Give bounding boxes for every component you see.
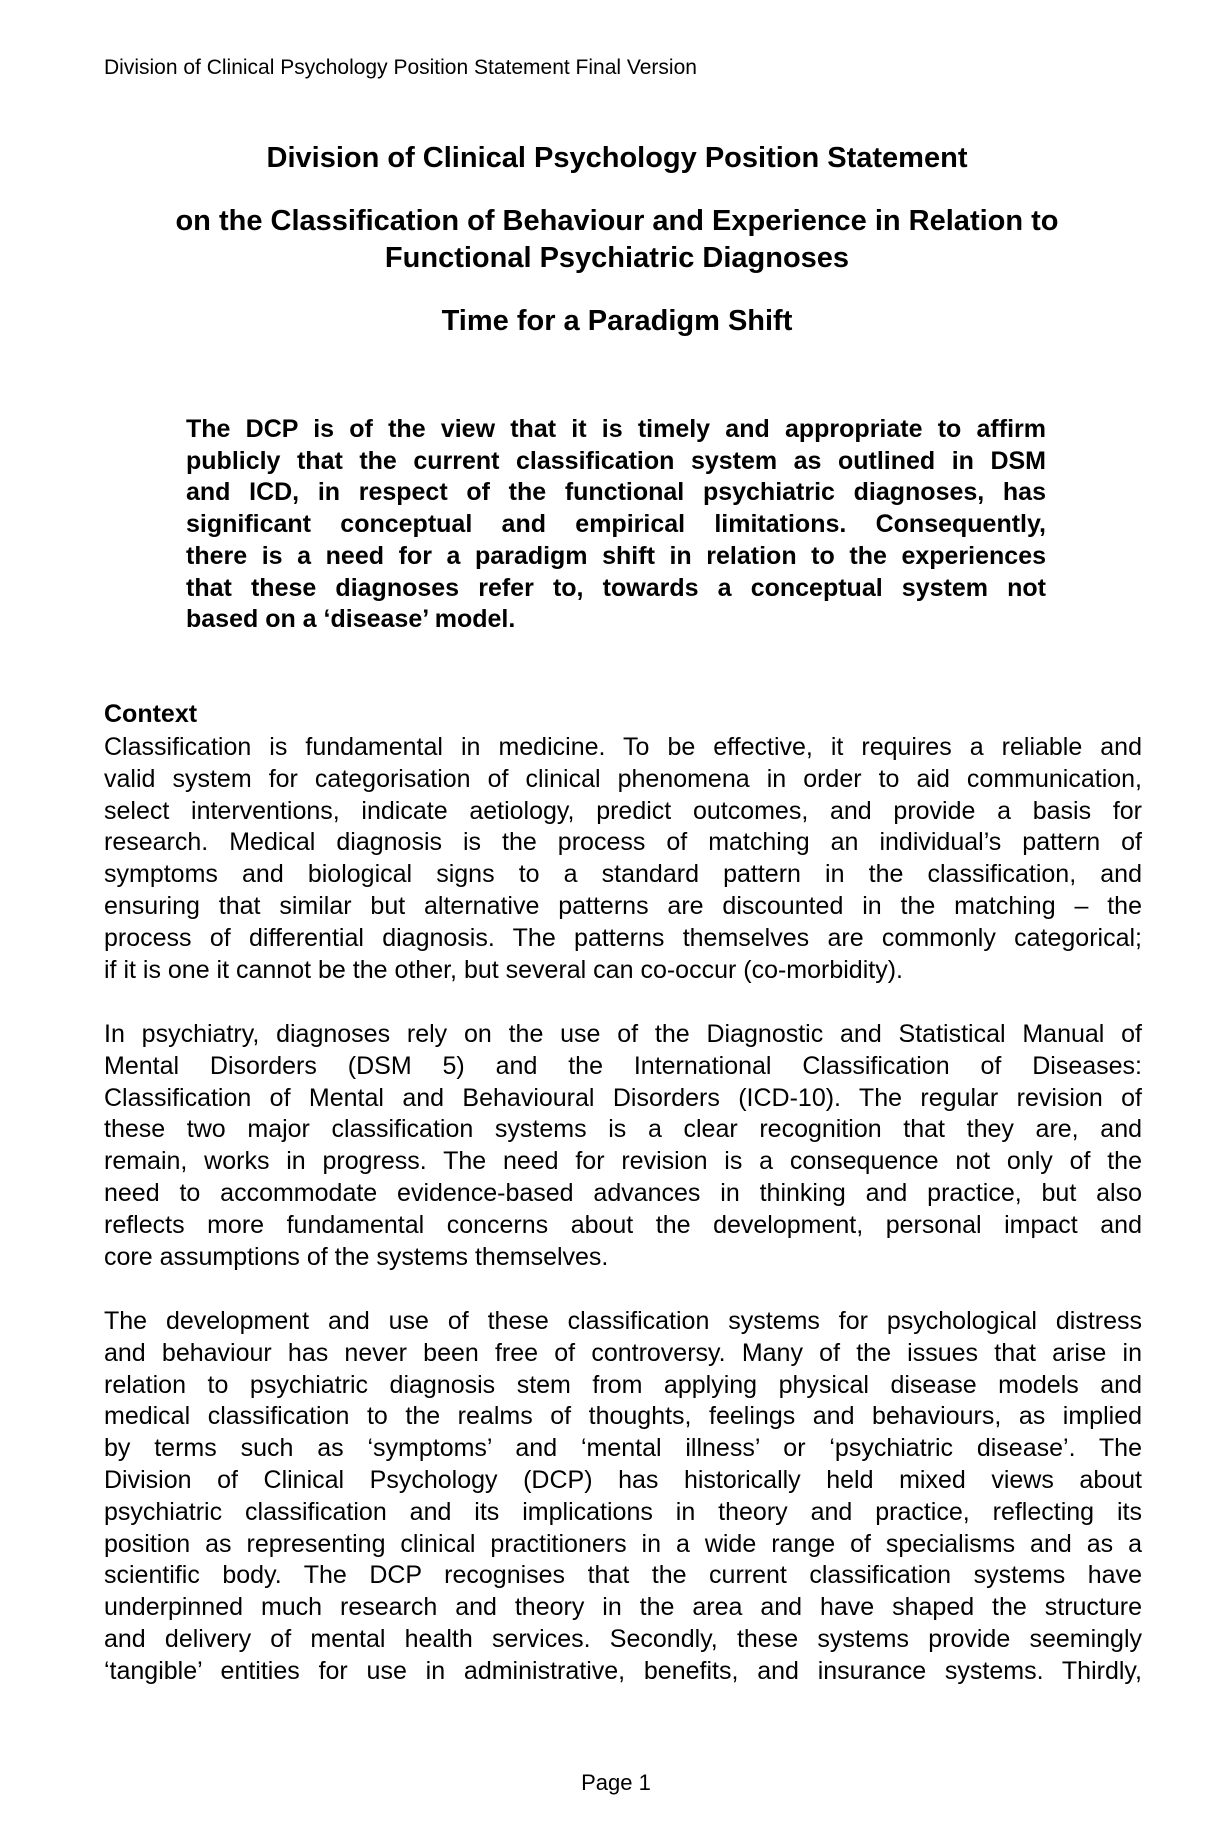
section-heading-context: Context [104,700,198,728]
running-header: Division of Clinical Psychology Position Statement Final Version [104,56,697,79]
summary-line: significant conceptual and empirical limitations. Consequently, [186,510,1046,539]
document-subtitle-line-2: Functional Psychiatric Diagnoses [384,242,850,274]
paragraph-line: In psychiatry, diagnoses rely on the use of the Diagnostic and Statistical Manual of [104,1020,1142,1048]
summary-line: and ICD, in respect of the functional psychiatric diagnoses, has [186,478,1046,507]
paragraph-line: position as representing clinical practitioners in a wide range of specialisms and as a [104,1529,1142,1558]
summary-line: The DCP is of the view that it is timely and appropriate to affirm [186,415,1046,443]
paragraph-line: and behaviour has never been free of controversy. Many of the issues that arise in [104,1338,1142,1367]
paragraph-line: by terms such as ‘symptoms’ and ‘mental illness’ or ‘psychiatric disease’. The [104,1434,1142,1463]
context-paragraph-3 [104,1306,1142,1688]
document-title: Division of Clinical Psychology Position Statement [266,142,968,174]
document-tagline: Time for a Paradigm Shift [441,305,793,337]
paragraph-line: ‘tangible’ entities for use in administrative, benefits, and insurance systems. Thirdly, [104,1656,1142,1685]
paragraph-line: ensuring that similar but alternative patterns are discounted in the matching – the [104,891,1142,920]
paragraph-line: process of differential diagnosis. The patterns themselves are commonly categorical; [104,923,1142,952]
paragraph-line: these two major classification systems is a clear recognition that they are, and [104,1115,1142,1144]
paragraph-line: select interventions, indicate aetiology, predict outcomes, and provide a basis for [104,796,1142,825]
summary-line: that these diagnoses refer to, towards a conceptual system not [186,573,1046,602]
context-paragraph-1 [104,732,1142,986]
paragraph-line: need to accommodate evidence-based advances in thinking and practice, but also [104,1178,1142,1207]
paragraph-line: Classification of Mental and Behavioural Disorders (ICD-10). The regular revision of [104,1083,1142,1112]
paragraph-line: reflects more fundamental concerns about the development, personal impact and [104,1210,1142,1239]
page-number: Page 1 [581,1770,651,1795]
paragraph-line: The development and use of these classification systems for psychological distress [104,1307,1142,1335]
paragraph-line: if it is one it cannot be the other, but several can co-occur (co-morbidity). [104,955,903,984]
paragraph-line: and delivery of mental health services. Secondly, these systems provide seemingly [104,1624,1142,1653]
paragraph-line: Division of Clinical Psychology (DCP) has historically held mixed views about [104,1465,1142,1494]
context-paragraph-2 [104,1019,1142,1273]
summary-line: based on a ‘disease’ model. [186,605,516,634]
paragraph-line: relation to psychiatric diagnosis stem from applying physical disease models and [104,1370,1142,1399]
document-title-block [104,140,1130,340]
paragraph-line: symptoms and biological signs to a standard pattern in the classification, and [104,860,1142,889]
document-subtitle [104,203,1130,277]
paragraph-line: scientific body. The DCP recognises that the current classification systems have [104,1561,1142,1590]
paragraph-line: medical classification to the realms of thoughts, feelings and behaviours, as implied [104,1402,1142,1431]
paragraph-line: Classification is fundamental in medicine. To be effective, it requires a reliable and [104,733,1142,761]
paragraph-line: research. Medical diagnosis is the process of matching an individual’s pattern of [104,828,1142,857]
paragraph-line: psychiatric classification and its implications in theory and practice, reflecting its [104,1497,1142,1526]
paragraph-line: underpinned much research and theory in the area and have shaped the structure [104,1593,1142,1622]
paragraph-line: valid system for categorisation of clinical phenomena in order to aid communication, [104,764,1142,793]
paragraph-line: core assumptions of the systems themselves. [104,1242,609,1271]
paragraph-line: remain, works in progress. The need for revision is a consequence not only of the [104,1147,1142,1176]
summary-line: there is a need for a paradigm shift in relation to the experiences [186,541,1046,570]
summary-line: publicly that the current classification system as outlined in DSM [186,446,1046,475]
paragraph-line: Mental Disorders (DSM 5) and the International Classification of Diseases: [104,1051,1142,1080]
position-summary [186,414,1046,636]
document-subtitle-line-1: on the Classification of Behaviour and Experience in Relation to [175,205,1059,237]
